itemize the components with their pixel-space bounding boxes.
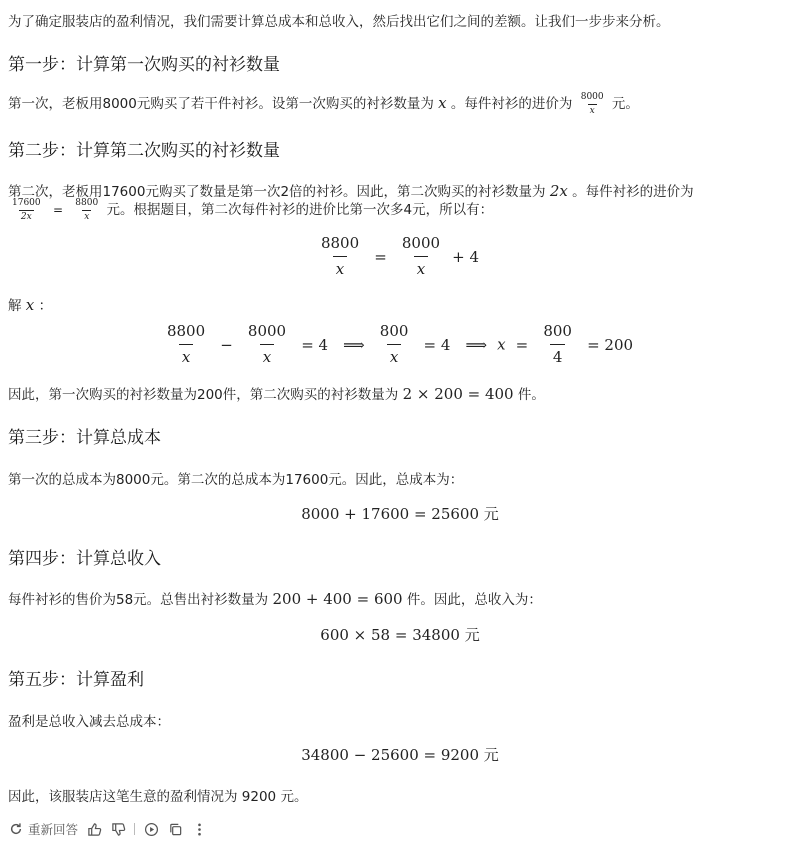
eq2-equals-four: = 4: [301, 335, 329, 354]
play-icon[interactable]: [143, 821, 159, 837]
step3-heading: 第三步：计算总成本: [8, 428, 161, 448]
eq2-eq-sign: =: [515, 335, 529, 354]
step1-price-fraction: [579, 93, 606, 116]
copy-icon[interactable]: [167, 821, 183, 837]
step4-text-b: 件。因此，总收入为：: [406, 592, 542, 608]
eq2-c-den: x: [387, 344, 401, 365]
eq1-left-num: 8800: [320, 234, 360, 252]
step2-f2-den: x: [84, 211, 90, 222]
eq2-minus: −: [220, 335, 233, 354]
step2-line1: [8, 180, 694, 200]
solve-colon: ：: [38, 298, 53, 314]
step2-fraction-2: [73, 199, 100, 222]
regenerate-label: 重新回答: [28, 822, 79, 837]
eq1-left-fraction: [318, 236, 362, 277]
eq2-a-den: x: [179, 344, 193, 365]
eq2-b-den: x: [260, 344, 274, 365]
eq2-frac-a: [164, 324, 208, 365]
eq2-b-num: 8000: [247, 322, 287, 340]
step2-line2: [8, 198, 493, 222]
step4-text-a: 每件衬衫的售价为58元。总售出衬衫数量为: [8, 592, 269, 608]
toolbar-divider: [134, 823, 135, 835]
eq1-left-den: x: [333, 256, 347, 277]
step5-formula: 34800 − 25600 = 9200 元: [301, 746, 499, 764]
step2-line1-b: 。每件衬衫的进价为: [572, 184, 694, 200]
refresh-icon: [8, 821, 24, 837]
step2-conclusion-math: 2 × 200 = 400: [402, 385, 514, 403]
step1-price-num: 8000: [580, 91, 604, 102]
thumbs-down-icon[interactable]: [110, 821, 126, 837]
eq1-right-den: x: [414, 256, 428, 277]
response-toolbar: [8, 820, 207, 838]
eq2-result: = 200: [587, 335, 634, 354]
step1-price-den: x: [589, 105, 595, 116]
step2-conclusion-b: 件。: [517, 387, 545, 403]
step1-var: x: [438, 94, 447, 112]
step2-f1-den: 2x: [20, 211, 32, 222]
eq1-right-fraction: [399, 236, 443, 277]
step2-conclusion-a: 因此，第一次购买的衬衫数量为200件，第二次购买的衬衫数量为: [8, 387, 399, 403]
step3-paragraph: 第一次的总成本为8000元。第二次的总成本为17600元。因此，总成本为：: [8, 472, 464, 488]
eq2-implies-2: ⟹: [465, 335, 488, 354]
eq2-c-num: 800: [379, 322, 409, 340]
step2-line1-var: 2x: [549, 182, 568, 200]
eq2-equals-four-b: = 4: [423, 335, 451, 354]
step2-heading: 第二步：计算第二次购买的衬衫数量: [8, 141, 280, 161]
step4-formula: 600 × 58 = 34800 元: [320, 626, 480, 644]
step2-eq-sign: =: [52, 203, 63, 217]
step5-paragraph: 盈利是总收入减去总成本：: [8, 714, 170, 730]
eq2-x: x: [497, 335, 506, 354]
eq2-a-num: 8800: [166, 322, 206, 340]
thumbs-up-icon[interactable]: [86, 821, 102, 837]
intro-paragraph: 为了确定服装店的盈利情况，我们需要计算总成本和总收入，然后找出它们之间的差额。让我们一步步来分析。: [8, 14, 670, 30]
step2-line1-a: 第二次，老板用17600元购买了数量是第一次2倍的衬衫。因此，第二次购买的衬衫数量为: [8, 184, 546, 200]
step3-formula: 8000 + 17600 = 25600 元: [301, 505, 499, 523]
step1-paragraph: [8, 92, 639, 116]
eq2-frac-c: [377, 324, 412, 365]
eq2-frac-b: [245, 324, 289, 365]
eq2-frac-d: [540, 324, 575, 365]
step4-text-math: 200 + 400 = 600: [272, 590, 403, 608]
solve-var: x: [25, 296, 35, 314]
final-paragraph: 因此，该服装店这笔生意的盈利情况为 9200 元。: [8, 789, 308, 805]
step2-f2-num: 8800: [75, 197, 99, 208]
more-icon[interactable]: [191, 821, 207, 837]
step1-text-c: 元。: [611, 96, 639, 112]
step1-heading: 第一步：计算第一次购买的衬衫数量: [8, 55, 280, 75]
step1-text-a: 第一次，老板用8000元购买了若干件衬衫。设第一次购买的衬衫数量为: [8, 96, 434, 112]
eq1-eq-sign: =: [374, 247, 387, 266]
regenerate-button[interactable]: [8, 820, 78, 838]
step2-f1-num: 17600: [12, 197, 41, 208]
step2-fraction-1: [10, 199, 43, 222]
step5-heading: 第五步：计算盈利: [8, 670, 144, 690]
step2-equation-2: [0, 324, 800, 365]
solve-label: 解: [8, 298, 22, 314]
eq1-plus-four: + 4: [452, 247, 480, 266]
step2-conclusion: [8, 383, 545, 403]
step2-equation-1: [0, 236, 800, 277]
eq2-d-num: 800: [543, 322, 572, 340]
step2-line2-b: 元。根据题目，第二次每件衬衫的进价比第一次多4元，所以有：: [106, 202, 494, 218]
step1-text-b: 。每件衬衫的进价为: [450, 96, 573, 112]
eq1-right-num: 8000: [401, 234, 441, 252]
eq2-implies-1: ⟹: [343, 335, 365, 354]
step4-paragraph: [8, 588, 542, 608]
solve-label-line: [8, 294, 52, 314]
step4-heading: 第四步：计算总收入: [8, 549, 161, 569]
eq2-d-den: 4: [550, 344, 566, 365]
